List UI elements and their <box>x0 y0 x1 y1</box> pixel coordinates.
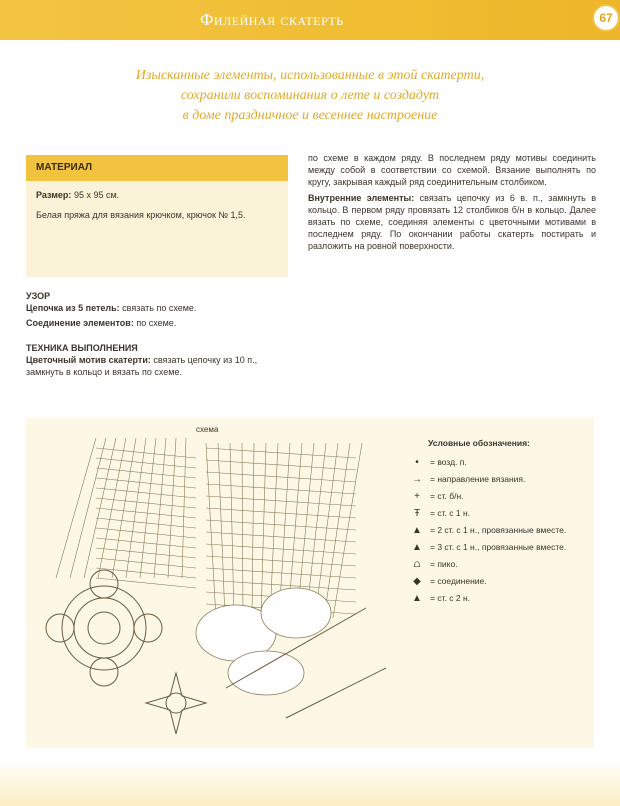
cluster3-icon: ▲ <box>412 542 422 553</box>
material-heading: МАТЕРИАЛ <box>26 155 288 181</box>
cluster-icon: ▲ <box>412 525 422 536</box>
right-column <box>308 152 596 256</box>
page-footer <box>0 760 620 806</box>
intro-line: Изысканные элементы, использованные в этой скатерти, <box>135 68 485 83</box>
legend-text: = ст. б/н. <box>430 491 464 501</box>
legend-item <box>408 491 590 502</box>
page-title: Филейная скатерть <box>200 10 344 29</box>
legend-text: = возд. п. <box>430 457 467 467</box>
legend <box>408 438 590 610</box>
legend-text: = пико. <box>430 559 458 569</box>
tr-icon: ▲ <box>412 593 422 604</box>
t-icon: Ŧ <box>413 508 421 519</box>
legend-item <box>408 542 590 553</box>
mesh-pattern <box>56 438 362 618</box>
legend-item <box>408 525 590 536</box>
flower-motif-small <box>146 673 206 734</box>
legend-item <box>408 457 590 468</box>
legend-title: Условные обозначения: <box>428 438 530 448</box>
legend-item <box>408 576 590 587</box>
join-icon: ◆ <box>413 576 421 587</box>
flower-motif-large <box>46 570 162 686</box>
material-size: Размер: 95 х 95 см. <box>36 190 120 200</box>
legend-item <box>408 559 590 570</box>
picot-icon: ⩍ <box>413 559 421 570</box>
legend-text: = 2 ст. с 1 н., провязанные вместе. <box>430 525 567 535</box>
material-box <box>26 155 288 277</box>
legend-item <box>408 593 590 604</box>
dot-icon: • <box>415 457 419 468</box>
header-band <box>0 0 620 40</box>
legend-text: = 3 ст. с 1 н., провязанные вместе. <box>430 542 567 552</box>
material-yarn: Белая пряжа для вязания крючком, крючок № 1,5. <box>36 210 246 220</box>
legend-item <box>408 474 590 485</box>
arrow-icon: → <box>412 474 422 485</box>
diagram-top-label: схема <box>196 425 219 434</box>
paragraph: Внутренние элементы: связать цепочку из 6 в. п., замкнуть в кольцо. В первом ряду провязать 12 столбиков б/н в кольцо. Далее вязать по схеме, соединяя элементы с цветочными мотивами в последнем ряду. По окончании работы скатерть постирать и разложить на ровной поверхности. <box>308 193 596 251</box>
intro-line: сохранили воспоминания о лете и создадут <box>180 88 440 103</box>
stitch-row: Цепочка из 5 петель: связать по схеме. <box>26 303 197 313</box>
paragraph: по схеме в каждом ряду. В последнем ряду мотивы соединить между собой в соответствии со схемой. Вязание выполнять по кругу, закрывая каждый ряд соединительным столбиком. <box>308 153 596 187</box>
intro-line: в доме праздничное и весеннее настроение <box>182 108 438 123</box>
legend-text: = направление вязания. <box>430 474 526 484</box>
plus-icon: + <box>414 491 420 502</box>
stitch-row: Соединение элементов: по схеме. <box>26 318 177 328</box>
legend-text: = ст. с 1 н. <box>430 508 471 518</box>
crochet-diagram <box>26 418 594 748</box>
page-number-badge: 67 <box>592 4 620 32</box>
inner-elements <box>196 588 331 695</box>
legend-text: = ст. с 2 н. <box>430 593 471 603</box>
intro-text <box>70 66 550 126</box>
stitches-heading: УЗОР <box>26 291 51 301</box>
legend-item <box>408 508 590 519</box>
legend-text: = соединение. <box>430 576 487 586</box>
technique-text: Цветочный мотив скатерти: связать цепочку из 10 п., замкнуть в кольцо и вязать по схеме. <box>26 355 258 377</box>
technique-heading: ТЕХНИКА ВЫПОЛНЕНИЯ <box>26 343 138 353</box>
left-column <box>26 290 290 381</box>
